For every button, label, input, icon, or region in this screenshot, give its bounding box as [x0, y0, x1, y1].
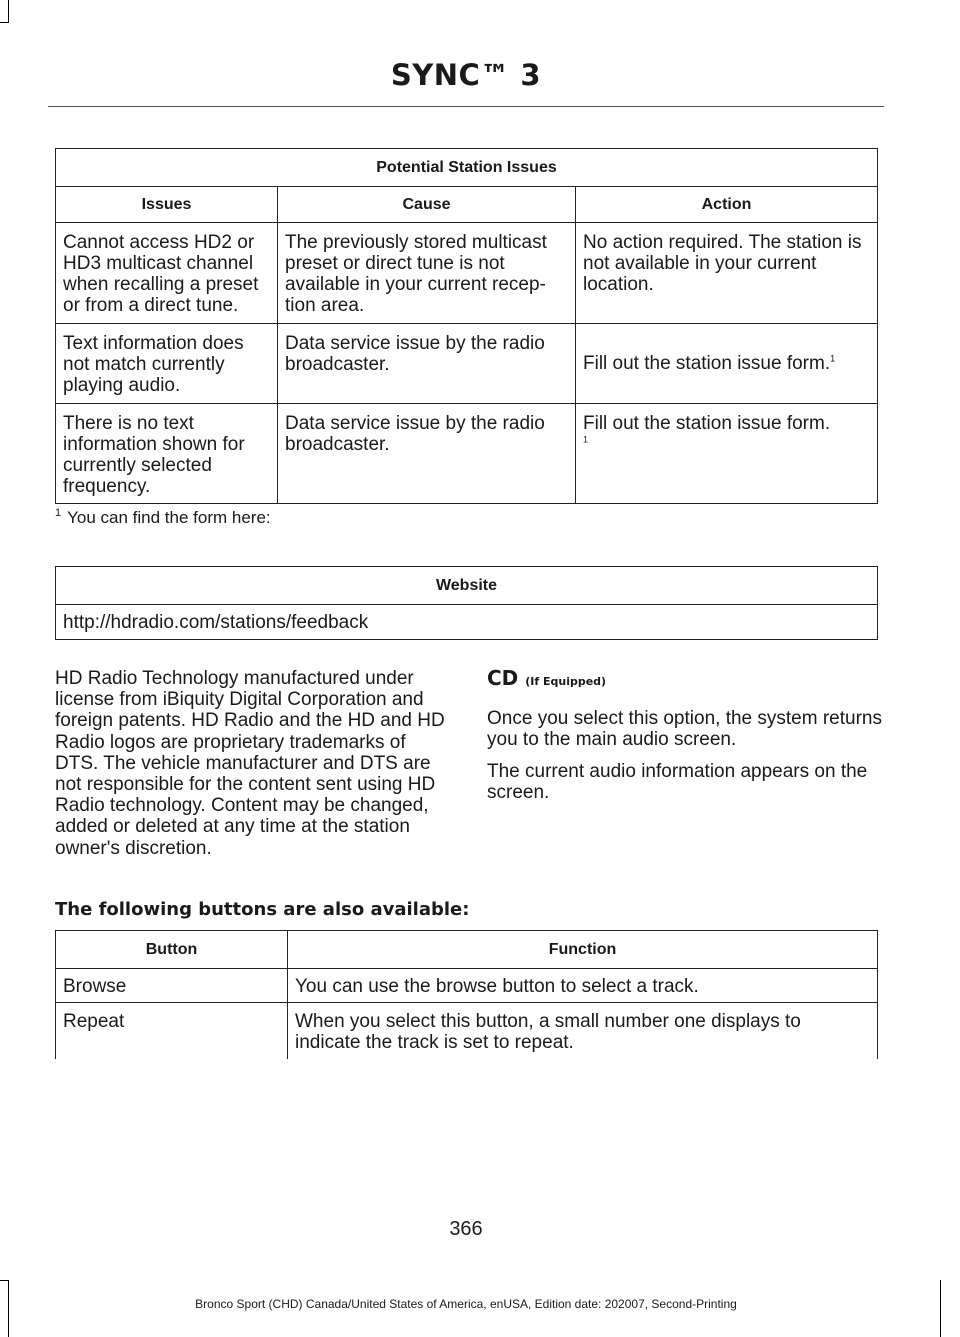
column-header-issues: Issues	[56, 187, 278, 223]
action-text: Fill out the station issue form.	[583, 413, 831, 434]
column-header-cause: Cause	[278, 187, 576, 223]
table-row	[56, 404, 878, 504]
header-divider	[48, 106, 884, 107]
table-title: Potential Station Issues	[56, 149, 878, 187]
issue-cell: Text information does not match currently playing audio.	[56, 324, 278, 404]
function-cell: You can use the browse button to select a track.	[288, 969, 878, 1003]
table-row	[56, 969, 878, 1003]
cd-section	[487, 668, 882, 813]
action-cell	[576, 404, 878, 504]
hd-radio-paragraph: HD Radio Technology manufactured under license from iBiquity Digital Corporation and foreign patents. HD Radio and the HD and HD Radio logos are proprietary trademarks of DTS. The vehicle manufacturer and DTS are not responsible for the content sent using HD Radio technology. Content may be changed, added or deleted at any time at the station owner's discretion.	[55, 668, 445, 859]
footnote-marker: 1	[830, 353, 836, 364]
issue-cell: There is no text information shown for currently selected frequency.	[56, 404, 278, 504]
page-title: SYNC™ 3	[390, 58, 542, 92]
column-header-button: Button	[56, 931, 288, 969]
cd-paragraph: Once you select this option, the system returns you to the main audio screen.	[487, 708, 882, 751]
table-row	[56, 223, 878, 324]
website-url[interactable]: http://hdradio.com/stations/feedback	[56, 605, 878, 640]
crop-mark	[0, 22, 9, 23]
column-header-function: Function	[288, 931, 878, 969]
cd-heading	[487, 668, 882, 692]
buttons-heading: The following buttons are also available:	[55, 899, 470, 920]
cd-paragraph: The current audio information appears on the screen.	[487, 760, 868, 803]
station-issues-table	[55, 148, 878, 504]
website-table	[55, 566, 878, 640]
table-row	[56, 324, 878, 404]
cause-cell: The previously stored multicast preset or direct tune is not available in your current recep-tion area.	[278, 223, 576, 324]
crop-mark	[8, 0, 9, 22]
crop-mark	[0, 1280, 9, 1281]
cause-cell: Data service issue by the radio broadcaster.	[278, 324, 576, 404]
page-number: 366	[449, 1218, 483, 1240]
cd-qualifier: (If Equipped)	[525, 675, 607, 688]
buttons-table	[55, 930, 878, 1059]
action-text: Fill out the station issue form.	[583, 353, 831, 374]
action-cell	[576, 324, 878, 404]
footer-text: Bronco Sport (CHD) Canada/United States of America, enUSA, Edition date: 202007, Second-Printing	[195, 1297, 737, 1311]
crop-mark	[940, 1280, 941, 1337]
cd-heading-text: CD	[487, 666, 519, 690]
action-cell: No action required. The station is not available in your current location.	[576, 223, 878, 324]
website-header: Website	[56, 567, 878, 605]
issue-cell: Cannot access HD2 or HD3 multicast channel when recalling a preset or from a direct tune.	[56, 223, 278, 324]
footnote-marker: 1	[55, 507, 62, 520]
function-cell: When you select this button, a small number one displays to indicate the track is set to repeat.	[288, 1003, 878, 1060]
column-header-action: Action	[576, 187, 878, 223]
button-cell: Repeat	[56, 1003, 288, 1060]
table-row	[56, 1003, 878, 1060]
cause-cell: Data service issue by the radio broadcaster.	[278, 404, 576, 504]
footnote-marker: 1	[583, 434, 589, 445]
button-cell: Browse	[56, 969, 288, 1003]
footnote-text: You can find the form here:	[67, 508, 271, 527]
footnote	[55, 508, 271, 528]
